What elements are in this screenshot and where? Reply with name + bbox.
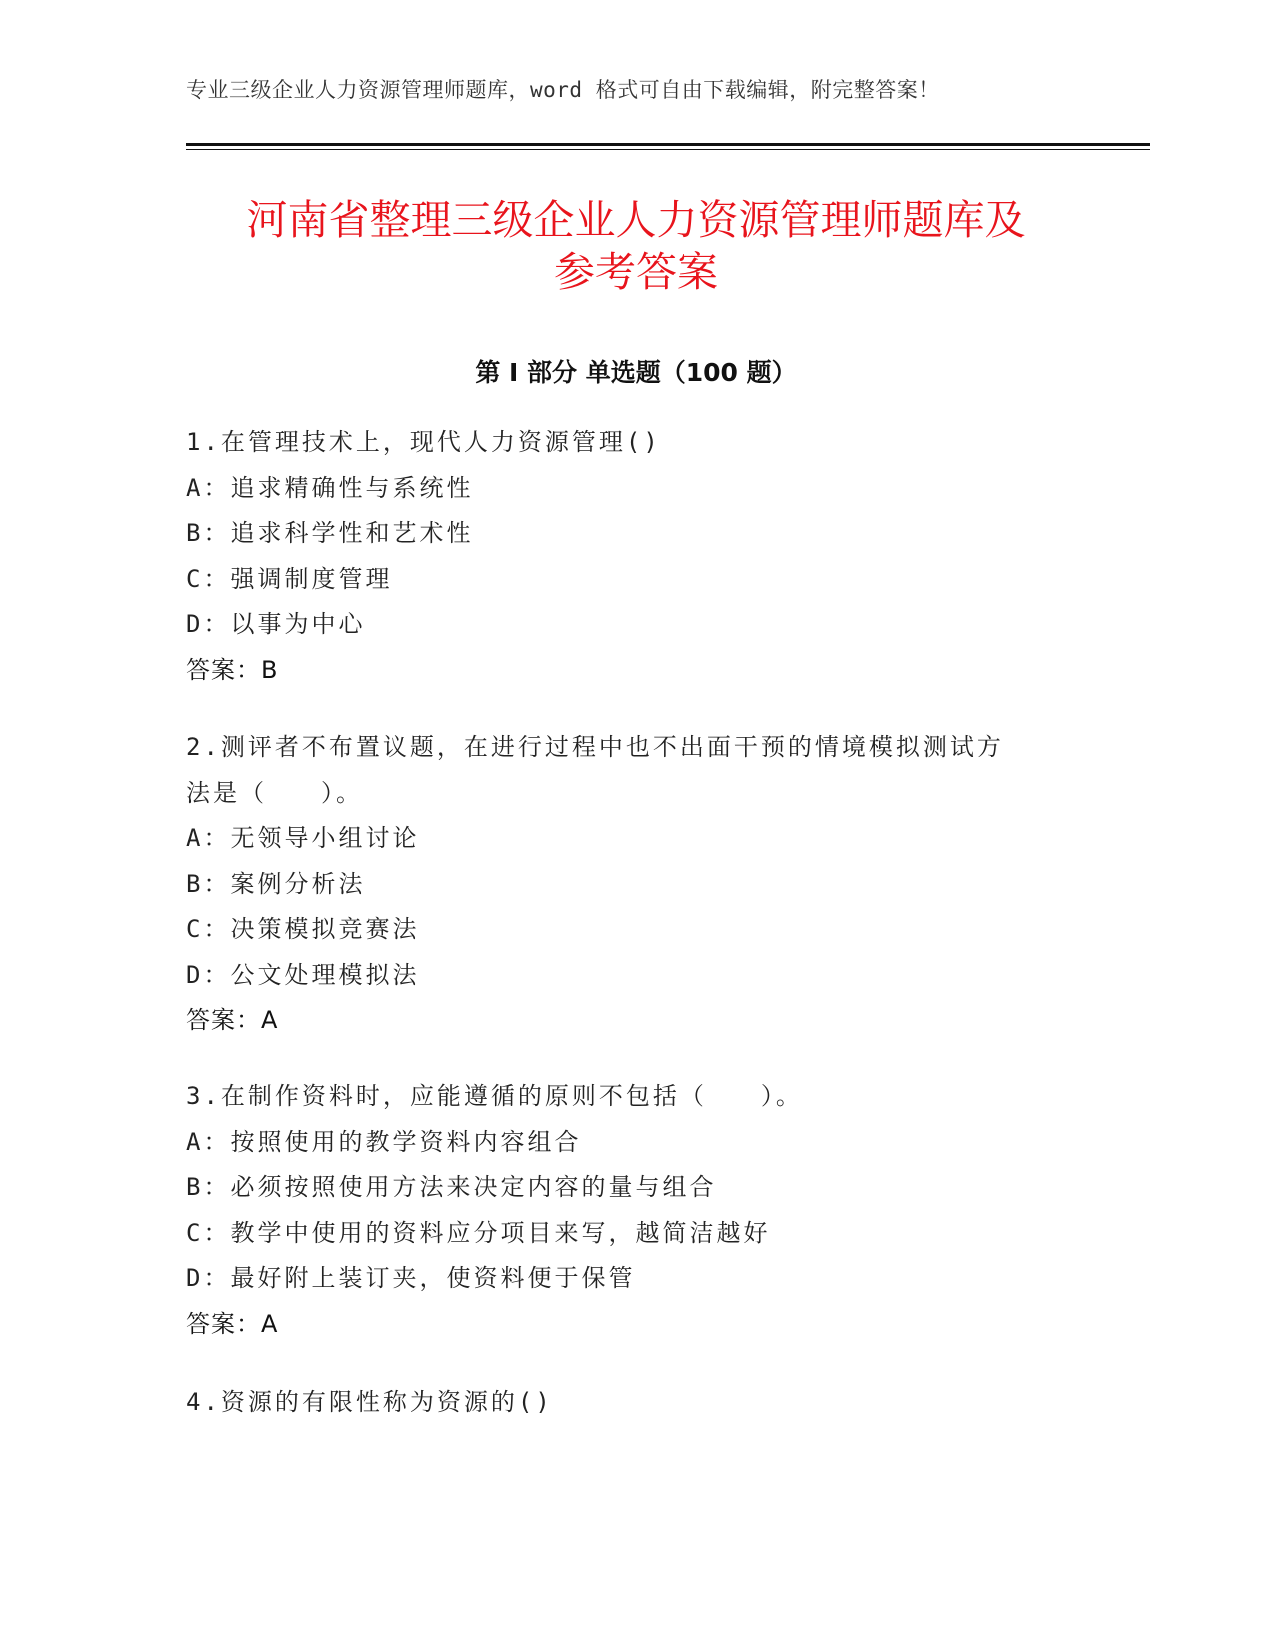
option-c: C：教学中使用的资料应分项目来写，越简洁越好 [186, 1218, 771, 1247]
option-a: A：按照使用的教学资料内容组合 [186, 1127, 582, 1156]
question-stem: 2.测评者不布置议题，在进行过程中也不出面干预的情境模拟测试方 [186, 733, 1004, 761]
option-d: D：以事为中心 [186, 610, 366, 638]
answer: 答案：A [186, 1309, 279, 1338]
question-4 [186, 1380, 1086, 1426]
option-d: D：最好附上装订夹，使资料便于保管 [186, 1264, 636, 1292]
option-c: C：强调制度管理 [186, 564, 393, 593]
header-note: 专业三级企业人力资源管理师题库，word 格式可自由下载编辑，附完整答案！ [186, 78, 940, 102]
document-title-line-1: 河南省整理三级企业人力资源管理师题库及 [246, 196, 1026, 244]
option-b: B：追求科学性和艺术性 [186, 519, 474, 547]
option-a: A：无领导小组讨论 [186, 824, 420, 852]
header-rule-thick [186, 143, 1150, 146]
option-b: B：案例分析法 [186, 869, 366, 898]
header-rule-thin [186, 149, 1150, 150]
option-a: A：追求精确性与系统性 [186, 473, 474, 502]
question-stem: 1.在管理技术上，现代人力资源管理() [186, 428, 661, 456]
option-d: D：公文处理模拟法 [186, 960, 420, 989]
question-2 [186, 725, 1086, 1044]
question-1 [186, 420, 1086, 693]
question-3 [186, 1074, 1086, 1347]
document-title [186, 194, 1086, 298]
question-stem: 4.资源的有限性称为资源的() [186, 1388, 553, 1416]
section-title: 第 I 部分 单选题（100 题） [475, 358, 797, 387]
answer: 答案：B [186, 655, 279, 684]
question-stem: 3.在制作资料时，应能遵循的原则不包括（ ）。 [186, 1082, 803, 1110]
option-c: C：决策模拟竞赛法 [186, 915, 420, 943]
option-b: B：必须按照使用方法来决定内容的量与组合 [186, 1173, 717, 1201]
question-stem-continued: 法是（ ）。 [186, 778, 363, 807]
document-title-line-2: 参考答案 [554, 248, 718, 296]
answer: 答案：A [186, 1006, 279, 1034]
